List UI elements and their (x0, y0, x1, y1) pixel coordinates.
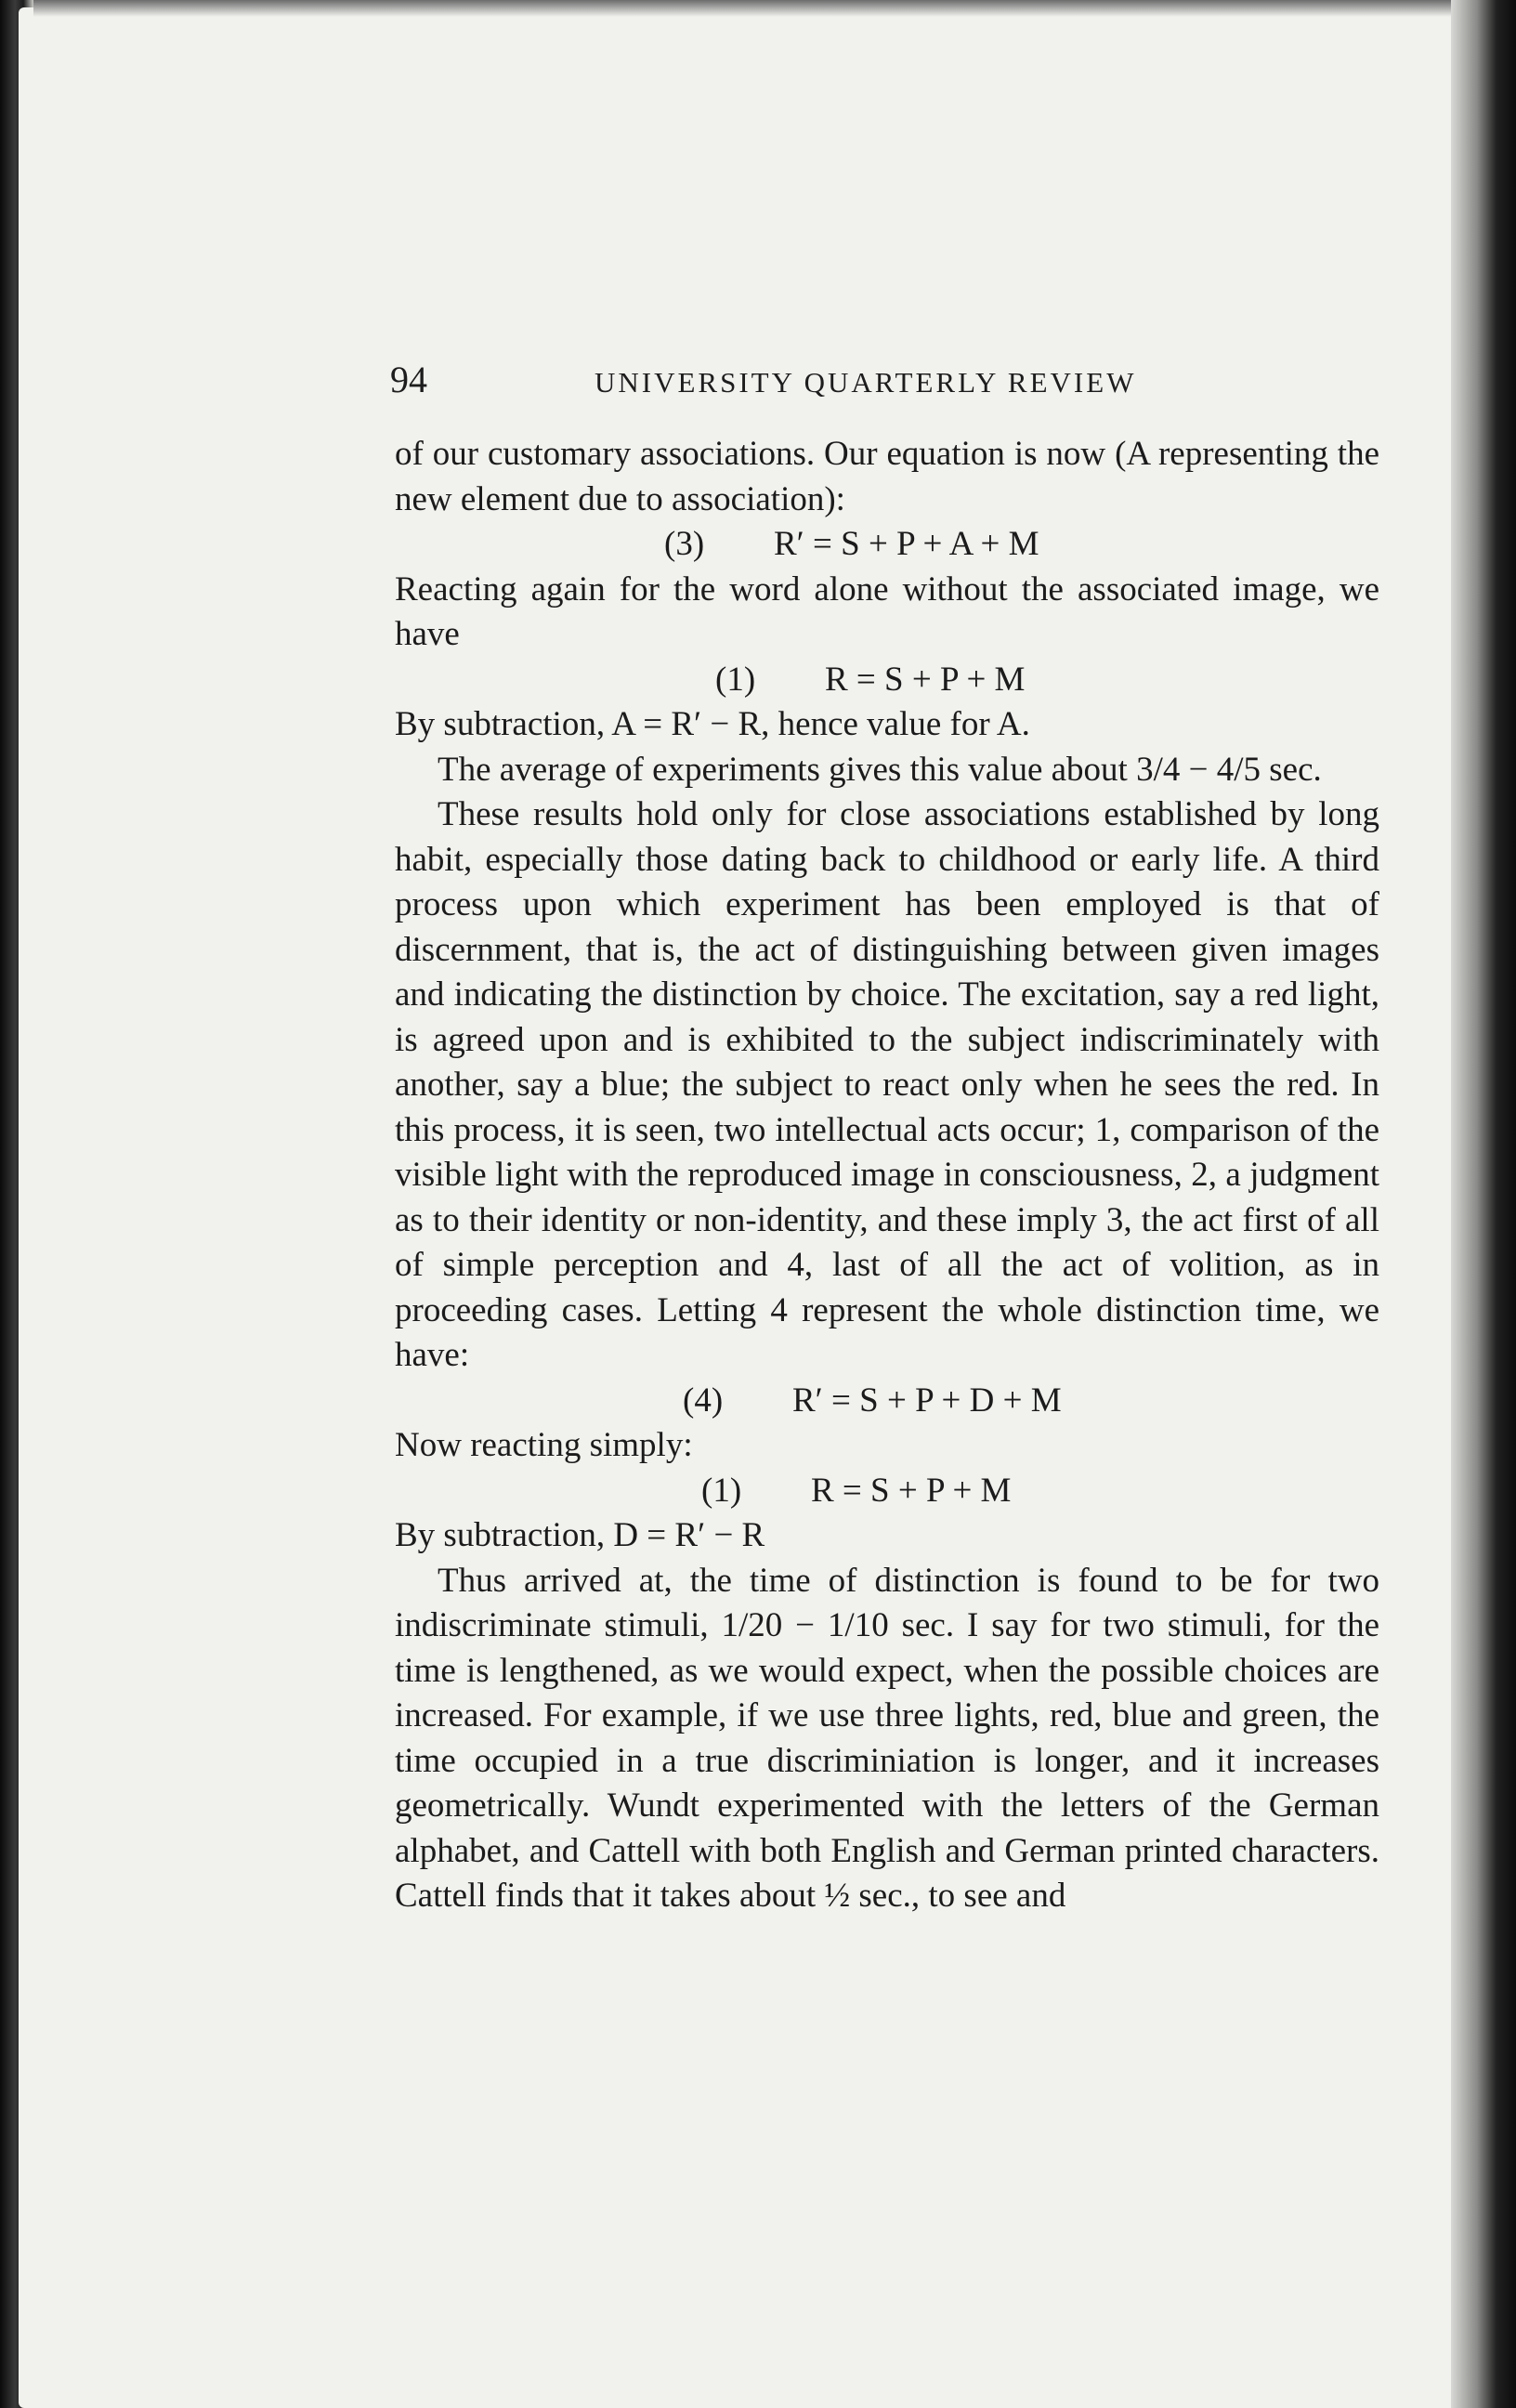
page-top-shadow (33, 0, 1455, 17)
paragraph: By subtraction, A = R′ − R, hence value for A. (395, 705, 1030, 743)
page-edge-shadow (1451, 0, 1516, 2408)
paragraph: Now reacting simply: (395, 1426, 693, 1464)
paragraph: Thus arrived at, the time of distinction is found to be for two indiscriminate stimuli, 1/20 − 1/10 sec. I say for two stimuli, for the time is lengthened, as we would expect, when the possible choices are increased. For example, if we use three lights, red, blue and green, the time occupied in a true discriminiation is longer, and it increases geometrically. Wundt experimented with the letters of the German alphabet, and Cattell with both English and German printed characters. Cattell finds that it takes about ½ sec., to see and (395, 1561, 1379, 1915)
running-head: UNIVERSITY QUARTERLY REVIEW (595, 366, 1137, 399)
paragraph: of our customary associations. Our equation is now (A representing the new element due to association): (395, 435, 1379, 518)
formula-expression: R = S + P + M (825, 660, 1026, 699)
page-body (395, 432, 1379, 1919)
formula-expression: R′ = S + P + A + M (774, 525, 1039, 563)
paragraph: Reacting again for the word alone without the associated image, we have (395, 569, 1379, 653)
formula-expression: R′ = S + P + D + M (792, 1381, 1062, 1420)
formula-number: (3) (664, 525, 705, 563)
paragraph: These results hold only for close associations established by long habit, especially those dating back to childhood or early life. A third process upon which experiment has been employed is that of discernment, that is, the act of distinguishing between given images and indicating the distinction by choice. The excitation, say a red light, is agreed upon and is exhibited to the subject indiscriminately with another, say a blue; the subject to react only when he sees the red. In this process, it is seen, two intellectual acts occur; 1, comparison of the visible light with the reproduced image in consciousness, 2, a judgment as to their identity or non-identity, and these imply 3, the act first of all of simple perception and 4, last of all the act of volition, as in proceeding cases. Letting 4 represent the whole distinction time, we have: (395, 795, 1379, 1374)
formula-4 (395, 1379, 1379, 1424)
formula-1 (395, 658, 1379, 703)
formula-3 (395, 522, 1379, 568)
formula-number: (1) (715, 660, 756, 699)
page-number: 94 (390, 359, 427, 400)
formula-expression: R = S + P + M (811, 1471, 1012, 1510)
paragraph: By subtraction, D = R′ − R (395, 1516, 765, 1554)
page-header (390, 358, 1403, 401)
formula-number: (4) (683, 1381, 724, 1420)
formula-number: (1) (701, 1471, 742, 1510)
formula-1-repeat (395, 1469, 1379, 1514)
paragraph: The average of experiments gives this value about 3/4 − 4/5 sec. (438, 750, 1322, 789)
